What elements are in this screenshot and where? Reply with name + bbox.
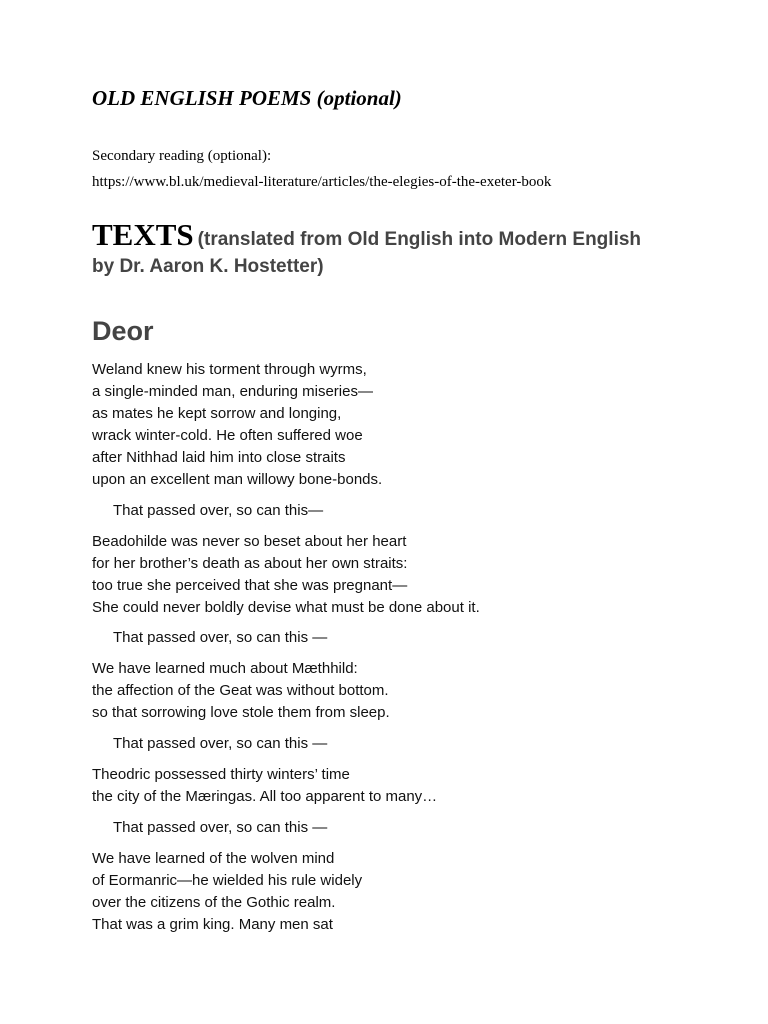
- texts-word: TEXTS: [92, 217, 194, 252]
- poem-line: That was a grim king. Many men sat: [92, 916, 333, 933]
- poem-refrain: That passed over, so can this —: [113, 819, 328, 836]
- poem-line: too true she perceived that she was pregnant—: [92, 577, 408, 594]
- poem-refrain: That passed over, so can this —: [113, 735, 328, 752]
- poem-line: She could never boldly devise what must be done about it.: [92, 599, 480, 616]
- poem-line: so that sorrowing love stole them from sleep.: [92, 704, 390, 721]
- poem-line: of Eormanric—he wielded his rule widely: [92, 872, 363, 889]
- poem-line: We have learned much about Mæthhild:: [92, 660, 358, 677]
- poem-refrain: That passed over, so can this —: [113, 629, 328, 646]
- poem-line: Theodric possessed thirty winters’ time: [92, 766, 350, 783]
- document-heading: OLD ENGLISH POEMS (optional): [92, 86, 402, 110]
- poem-title: Deor: [92, 316, 154, 346]
- poem-line: upon an excellent man willowy bone-bonds.: [92, 471, 383, 488]
- poem-refrain: That passed over, so can this—: [113, 502, 324, 519]
- poem-stanza: [92, 658, 390, 724]
- secondary-reading-label: Secondary reading (optional):: [92, 148, 272, 164]
- poem-line: the affection of the Geat was without bottom.: [92, 682, 389, 699]
- poem-line: Weland knew his torment through wyrms,: [92, 361, 367, 378]
- secondary-reading-link[interactable]: https://www.bl.uk/medieval-literature/articles/the-elegies-of-the-exeter-book: [92, 174, 552, 190]
- poem-stanza: [92, 848, 362, 936]
- texts-subtitle-line2: by Dr. Aaron K. Hostetter): [92, 256, 324, 277]
- poem-line: wrack winter-cold. He often suffered woe: [92, 427, 363, 444]
- poem-line: over the citizens of the Gothic realm.: [92, 894, 336, 911]
- poem-line: the city of the Mæringas. All too apparent to many…: [92, 788, 438, 805]
- poem-stanza: [92, 764, 437, 808]
- poem-line: a single-minded man, enduring miseries—: [92, 383, 373, 400]
- poem-line: We have learned of the wolven mind: [92, 850, 335, 867]
- poem-line: as mates he kept sorrow and longing,: [92, 405, 342, 422]
- poem-line: after Nithhad laid him into close straits: [92, 449, 346, 466]
- texts-heading: [92, 217, 692, 281]
- poem-stanza: [92, 531, 480, 619]
- poem-line: for her brother’s death as about her own straits:: [92, 555, 408, 572]
- poem-stanza: [92, 359, 382, 491]
- poem-line: Beadohilde was never so beset about her heart: [92, 533, 407, 550]
- texts-subtitle-line1: (translated from Old English into Modern English: [197, 229, 642, 250]
